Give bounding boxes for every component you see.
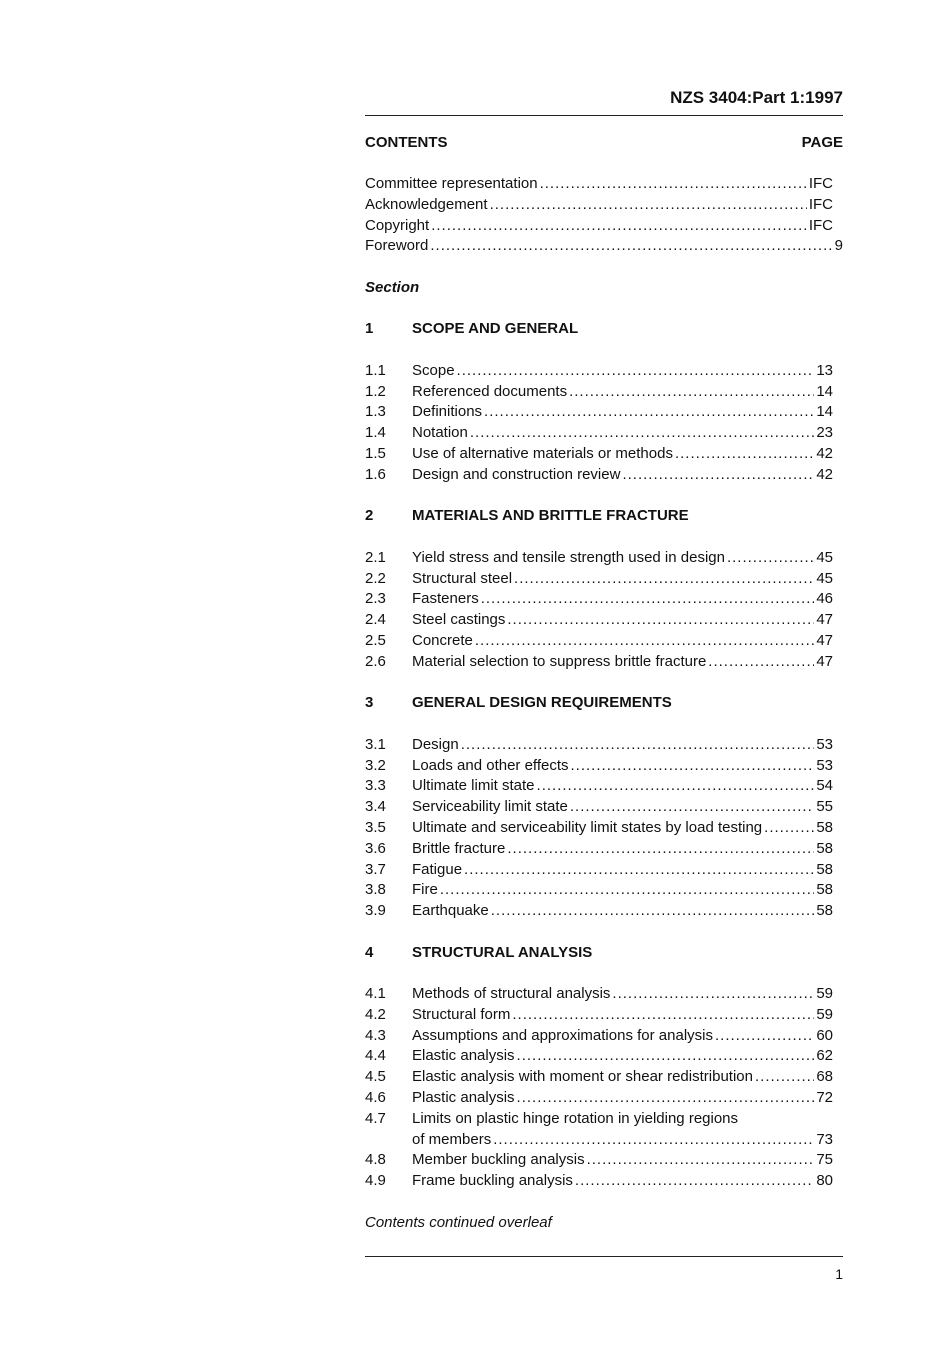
entry-label: Copyright bbox=[365, 216, 430, 234]
entry-label: Committee representation bbox=[365, 175, 538, 192]
dot-leader bbox=[569, 382, 814, 403]
entry-label: Scope bbox=[412, 361, 455, 379]
entry-page: 42 bbox=[816, 445, 833, 463]
entry-page: 58 bbox=[816, 818, 833, 836]
entry-label: Steel castings bbox=[412, 611, 506, 629]
header-rule bbox=[365, 115, 843, 116]
toc-entry[interactable] bbox=[365, 423, 833, 444]
entry-number: 4.1 bbox=[365, 985, 386, 1003]
dot-leader bbox=[470, 423, 814, 444]
entry-label: Elastic analysis bbox=[412, 1047, 515, 1065]
dot-leader bbox=[575, 1171, 814, 1192]
entry-label: Fatigue bbox=[412, 860, 463, 878]
entry-number: 1.4 bbox=[365, 424, 386, 442]
toc-entry[interactable] bbox=[365, 818, 833, 839]
contents-continued-note: Contents continued overleaf bbox=[365, 1213, 552, 1231]
entry-label: Methods of structural analysis bbox=[412, 985, 611, 1003]
toc-entry[interactable] bbox=[365, 465, 833, 486]
entry-number: 4.7 bbox=[365, 1109, 386, 1127]
entry-page: 62 bbox=[816, 1047, 833, 1065]
entry-label: Concrete bbox=[412, 631, 473, 649]
dot-leader bbox=[537, 776, 815, 797]
section-heading[interactable] bbox=[365, 693, 843, 714]
section-label: Section bbox=[365, 278, 420, 296]
toc-entry[interactable] bbox=[365, 402, 833, 423]
section-title: MATERIALS AND BRITTLE FRACTURE bbox=[412, 507, 689, 525]
entry-page: 45 bbox=[816, 548, 833, 566]
dot-leader bbox=[715, 1026, 814, 1047]
toc-entry[interactable] bbox=[365, 901, 833, 922]
entry-page: 58 bbox=[816, 860, 833, 878]
standard-title: NZS 3404:Part 1:1997 bbox=[670, 88, 843, 107]
entry-label: Foreword bbox=[365, 237, 429, 255]
entry-label: Notation bbox=[412, 424, 468, 442]
entry-page: 75 bbox=[816, 1151, 833, 1169]
entry-page: 13 bbox=[816, 361, 833, 379]
dot-leader bbox=[491, 901, 815, 922]
entry-page: 45 bbox=[816, 569, 833, 587]
toc-entry[interactable] bbox=[365, 195, 833, 216]
entry-number: 1.5 bbox=[365, 445, 386, 463]
entry-page: 14 bbox=[816, 403, 833, 421]
entry-page: 47 bbox=[816, 631, 833, 649]
entry-page: 23 bbox=[816, 424, 833, 442]
entry-label: Fasteners bbox=[412, 590, 479, 608]
entry-label: Ultimate limit state bbox=[412, 777, 535, 795]
entry-number: 4.3 bbox=[365, 1026, 386, 1044]
entry-label: Fire bbox=[412, 881, 438, 899]
entry-page: 55 bbox=[816, 798, 833, 816]
toc-entry[interactable] bbox=[365, 652, 833, 673]
entry-page: 58 bbox=[816, 881, 833, 899]
toc-entry[interactable] bbox=[365, 735, 833, 756]
toc-entries bbox=[365, 174, 843, 1234]
entry-label: Loads and other effects bbox=[412, 756, 569, 774]
entry-number: 1.2 bbox=[365, 382, 386, 400]
toc-entry[interactable] bbox=[365, 236, 843, 257]
entry-number: 2.6 bbox=[365, 652, 386, 670]
dot-leader bbox=[493, 1130, 814, 1151]
toc-entry[interactable] bbox=[365, 1046, 833, 1067]
section-heading[interactable] bbox=[365, 943, 843, 964]
entry-number: 4.2 bbox=[365, 1005, 386, 1023]
entry-label: Serviceability limit state bbox=[412, 798, 568, 816]
contents-heading: CONTENTS bbox=[365, 134, 448, 151]
dot-leader bbox=[475, 631, 814, 652]
entry-page: 60 bbox=[816, 1026, 833, 1044]
entry-number: 1.6 bbox=[365, 465, 386, 483]
section-number: 2 bbox=[365, 507, 374, 525]
toc-heading-row bbox=[365, 134, 843, 151]
dot-leader bbox=[517, 1088, 815, 1109]
entry-number: 3.2 bbox=[365, 756, 386, 774]
dot-leader bbox=[622, 465, 814, 486]
entry-page: 47 bbox=[816, 652, 833, 670]
dot-leader bbox=[464, 860, 814, 881]
toc-entry[interactable] bbox=[365, 797, 833, 818]
toc-entry[interactable] bbox=[365, 1171, 833, 1192]
entry-label: Frame buckling analysis bbox=[412, 1172, 573, 1190]
toc-entry[interactable] bbox=[365, 1088, 833, 1109]
dot-leader bbox=[481, 589, 815, 610]
footer-rule bbox=[365, 1256, 843, 1257]
toc-entry[interactable] bbox=[365, 216, 833, 237]
dot-leader bbox=[514, 569, 814, 590]
toc-entry[interactable] bbox=[365, 756, 833, 777]
dot-leader bbox=[764, 818, 814, 839]
entry-number: 4.5 bbox=[365, 1068, 386, 1086]
entry-number: 3.4 bbox=[365, 798, 386, 816]
entry-label: Material selection to suppress brittle fracture bbox=[412, 652, 707, 670]
entry-label: Yield stress and tensile strength used in design bbox=[412, 548, 725, 566]
page-number: 1 bbox=[835, 1266, 843, 1282]
entry-page: 42 bbox=[816, 465, 833, 483]
dot-leader bbox=[587, 1150, 815, 1171]
toc-entry[interactable] bbox=[365, 361, 833, 382]
entry-number: 4.8 bbox=[365, 1151, 386, 1169]
entry-label: Earthquake bbox=[412, 902, 489, 920]
section-number: 3 bbox=[365, 694, 374, 712]
entry-page: 9 bbox=[834, 237, 843, 255]
toc-entry[interactable] bbox=[365, 589, 833, 610]
dot-leader bbox=[490, 195, 807, 216]
entry-label: Design and construction review bbox=[412, 465, 621, 483]
toc-entry[interactable] bbox=[365, 444, 833, 465]
toc-entry[interactable] bbox=[365, 174, 833, 195]
toc-entry[interactable] bbox=[365, 880, 833, 901]
dot-leader bbox=[612, 984, 814, 1005]
toc-entry[interactable] bbox=[365, 860, 833, 881]
dot-leader bbox=[512, 1005, 814, 1026]
entry-page: 72 bbox=[816, 1089, 833, 1107]
entry-page: IFC bbox=[808, 195, 833, 213]
dot-leader bbox=[507, 839, 814, 860]
entry-number: 2.4 bbox=[365, 611, 386, 629]
entry-number: 4.4 bbox=[365, 1047, 386, 1065]
entry-number: 1.3 bbox=[365, 403, 386, 421]
entry-page: 58 bbox=[816, 902, 833, 920]
entry-label: Ultimate and serviceability limit states by load testing bbox=[412, 818, 763, 836]
entry-page: 54 bbox=[816, 777, 833, 795]
dot-leader bbox=[507, 610, 814, 631]
toc-entry[interactable] bbox=[365, 984, 833, 1005]
entry-page: 73 bbox=[816, 1130, 833, 1148]
section-title: STRUCTURAL ANALYSIS bbox=[412, 943, 593, 961]
dot-leader bbox=[431, 216, 807, 237]
entry-number: 4.9 bbox=[365, 1172, 386, 1190]
entry-number: 3.6 bbox=[365, 839, 386, 857]
entry-label: Brittle fracture bbox=[412, 839, 506, 857]
entry-page: 14 bbox=[816, 382, 833, 400]
toc-entry[interactable] bbox=[365, 1150, 833, 1171]
dot-leader bbox=[440, 880, 814, 901]
toc-entry[interactable] bbox=[365, 548, 833, 569]
entry-number: 1.1 bbox=[365, 361, 386, 379]
toc-entry[interactable] bbox=[365, 776, 833, 797]
entry-label: Structural form bbox=[412, 1005, 511, 1023]
entry-number: 2.1 bbox=[365, 548, 386, 566]
dot-leader bbox=[540, 174, 807, 195]
entry-number: 2.5 bbox=[365, 631, 386, 649]
dot-leader bbox=[675, 444, 814, 465]
toc-entry[interactable] bbox=[365, 1026, 833, 1047]
entry-number: 3.5 bbox=[365, 818, 386, 836]
toc-entry[interactable] bbox=[365, 610, 833, 631]
entry-number: 2.2 bbox=[365, 569, 386, 587]
section-title: SCOPE AND GENERAL bbox=[412, 320, 579, 338]
entry-page: 47 bbox=[816, 611, 833, 629]
dot-leader bbox=[571, 756, 815, 777]
entry-label: Structural steel bbox=[412, 569, 513, 587]
entry-page: 53 bbox=[816, 735, 833, 753]
toc-entry[interactable] bbox=[365, 1109, 833, 1130]
entry-number: 3.9 bbox=[365, 902, 386, 920]
entry-number: 3.8 bbox=[365, 881, 386, 899]
section-title: GENERAL DESIGN REQUIREMENTS bbox=[412, 694, 672, 712]
entry-number: 2.3 bbox=[365, 590, 386, 608]
section-number: 1 bbox=[365, 320, 374, 338]
entry-number: 3.1 bbox=[365, 735, 386, 753]
entry-label: Use of alternative materials or methods bbox=[412, 445, 673, 463]
entry-label: Assumptions and approximations for analysis bbox=[412, 1026, 713, 1044]
toc-entry[interactable] bbox=[365, 1067, 833, 1088]
entry-label: Design bbox=[412, 735, 459, 753]
entry-number: 3.3 bbox=[365, 777, 386, 795]
section-number: 4 bbox=[365, 943, 374, 961]
entry-number: 3.7 bbox=[365, 860, 386, 878]
entry-page: IFC bbox=[808, 216, 833, 234]
entry-page: 59 bbox=[816, 1005, 833, 1023]
page-heading: PAGE bbox=[801, 134, 843, 151]
section-heading[interactable] bbox=[365, 319, 843, 340]
toc-entry[interactable] bbox=[365, 839, 833, 860]
dot-leader bbox=[461, 735, 815, 756]
entry-page: 58 bbox=[816, 839, 833, 857]
entry-label: Elastic analysis with moment or shear redistribution bbox=[412, 1068, 753, 1086]
dot-leader bbox=[457, 361, 815, 382]
toc-entry[interactable] bbox=[365, 382, 833, 403]
entry-number: 4.6 bbox=[365, 1089, 386, 1107]
toc-entry[interactable] bbox=[365, 1005, 833, 1026]
dot-leader bbox=[755, 1067, 814, 1088]
toc-entry-continued[interactable] bbox=[365, 1130, 833, 1151]
section-heading[interactable] bbox=[365, 506, 843, 527]
dot-leader bbox=[430, 236, 832, 257]
dot-leader bbox=[484, 402, 814, 423]
dot-leader bbox=[570, 797, 814, 818]
entry-page: 53 bbox=[816, 756, 833, 774]
toc-entry[interactable] bbox=[365, 569, 833, 590]
toc-entry[interactable] bbox=[365, 631, 833, 652]
entry-page: IFC bbox=[808, 175, 833, 192]
entry-label: Definitions bbox=[412, 403, 483, 421]
entry-page: 46 bbox=[816, 590, 833, 608]
dot-leader bbox=[727, 548, 814, 569]
entry-label: Acknowledgement bbox=[365, 195, 488, 213]
entry-label: Referenced documents bbox=[412, 382, 568, 400]
dot-leader bbox=[708, 652, 814, 673]
entry-label: of members bbox=[412, 1130, 492, 1148]
entry-label: Limits on plastic hinge rotation in yielding regions bbox=[412, 1109, 739, 1127]
entry-label: Member buckling analysis bbox=[412, 1151, 585, 1169]
entry-page: 59 bbox=[816, 985, 833, 1003]
entry-page: 68 bbox=[816, 1068, 833, 1086]
entry-label: Plastic analysis bbox=[412, 1089, 515, 1107]
dot-leader bbox=[517, 1046, 815, 1067]
entry-page: 80 bbox=[816, 1172, 833, 1190]
